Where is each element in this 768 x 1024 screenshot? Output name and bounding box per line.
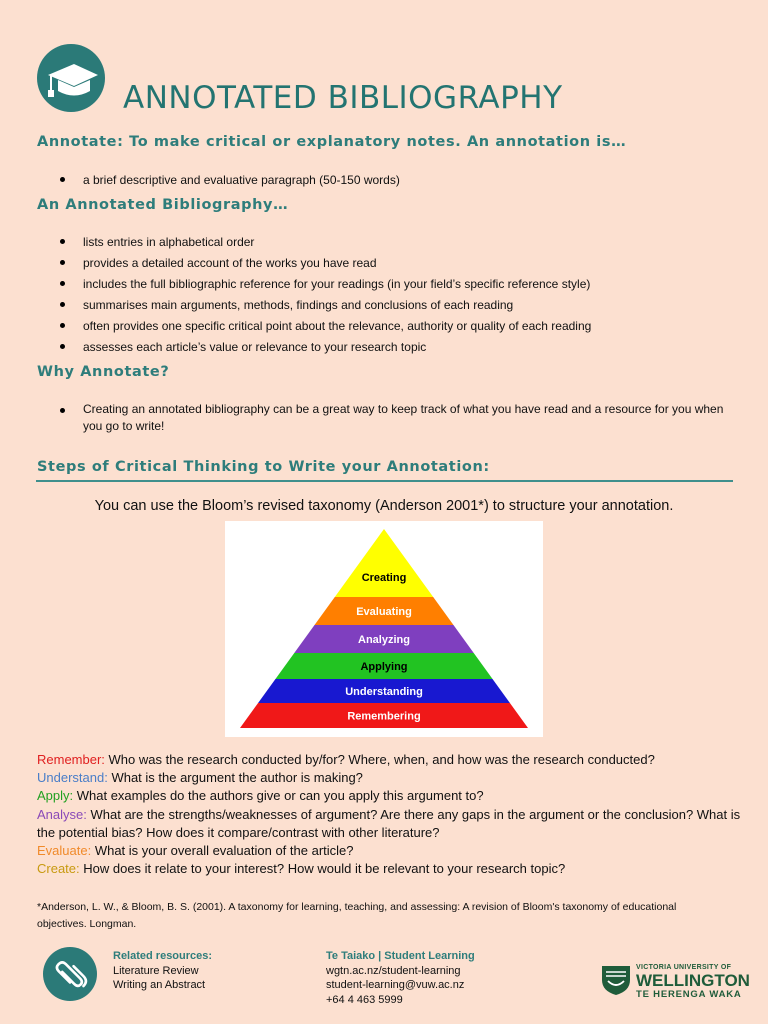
question-text: What are the strengths/weaknesses of argument? Are there any gaps in the argument or the conclusion? What is the potential bias? How does it compare/contrast with other literature? bbox=[37, 806, 741, 840]
taxonomy-intro: You can use the Bloom’s revised taxonomy (Anderson 2001*) to structure your annotation. bbox=[94, 498, 674, 514]
bloom-pyramid bbox=[225, 521, 543, 737]
related-link-literature-review[interactable]: Literature Review bbox=[113, 964, 199, 977]
bibliography-list bbox=[60, 232, 591, 358]
question-label: Understand: bbox=[37, 770, 108, 786]
list-item: Creating an annotated bibliography can be a great way to keep track of what you have read and a resource for you when you go to write! bbox=[60, 401, 740, 435]
list-item: a brief descriptive and evaluative paragraph (50-150 words) bbox=[60, 170, 400, 191]
footnote: *Anderson, L. W., & Bloom, B. S. (2001). A taxonomy for learning, teaching, and assessing: A revision of Bloom's taxonomy of educational objectives. Longman. bbox=[37, 901, 677, 930]
question-analyse bbox=[37, 806, 747, 842]
question-apply bbox=[37, 787, 747, 805]
list-item: lists entries in alphabetical order bbox=[60, 232, 591, 253]
related-heading: Related resources: bbox=[113, 950, 213, 962]
contact-heading: Te Taiako | Student Learning bbox=[326, 950, 475, 962]
list-item: often provides one specific critical point about the relevance, authority or quality of each reading bbox=[60, 316, 591, 337]
pyramid-label-evaluating: Evaluating bbox=[356, 606, 412, 618]
question-label: Apply: bbox=[37, 788, 74, 804]
university-crest-icon bbox=[600, 964, 632, 996]
graduation-cap-icon bbox=[37, 44, 105, 112]
why-list bbox=[60, 401, 740, 435]
contact-phone: +64 4 463 5999 bbox=[326, 993, 403, 1006]
university-line3: TE HERENGA WAKA bbox=[636, 989, 742, 1000]
pyramid-label-applying: Applying bbox=[360, 661, 408, 673]
annotate-heading: Annotate: To make critical or explanatory notes. An annotation is… bbox=[37, 134, 627, 150]
why-heading: Why Annotate? bbox=[37, 364, 170, 380]
question-label: Create: bbox=[37, 861, 80, 877]
university-line1: VICTORIA UNIVERSITY OF bbox=[636, 964, 732, 971]
pyramid-label-creating: Creating bbox=[361, 572, 407, 584]
annotate-list bbox=[60, 170, 400, 191]
steps-heading: Steps of Critical Thinking to Write your Annotation: bbox=[37, 459, 490, 475]
paperclip-icon bbox=[43, 947, 97, 1001]
question-understand bbox=[37, 769, 747, 787]
related-link-writing-abstract[interactable]: Writing an Abstract bbox=[113, 979, 206, 992]
question-text: What examples do the authors give or can you apply this argument to? bbox=[73, 788, 484, 804]
question-label: Evaluate: bbox=[37, 843, 92, 859]
question-text: What is your overall evaluation of the article? bbox=[91, 843, 354, 859]
list-item: provides a detailed account of the works you have read bbox=[60, 253, 591, 274]
paperclip-logo bbox=[43, 947, 97, 1001]
bibliography-heading: An Annotated Bibliography… bbox=[37, 197, 289, 213]
bloom-pyramid-figure bbox=[225, 521, 543, 737]
question-remember bbox=[37, 751, 747, 769]
question-list bbox=[37, 751, 747, 878]
pyramid-label-remembering: Remembering bbox=[347, 710, 421, 723]
list-item: includes the full bibliographic reference for your readings (in your field’s specific reference style) bbox=[60, 274, 591, 295]
question-text: How does it relate to your interest? How would it be relevant to your research topic? bbox=[79, 861, 566, 877]
graduation-cap-logo bbox=[37, 44, 105, 112]
page-title: ANNOTATED BIBLIOGRAPHY bbox=[123, 80, 563, 116]
list-item: assesses each article’s value or relevance to your research topic bbox=[60, 337, 591, 358]
list-item: summarises main arguments, methods, findings and conclusions of each reading bbox=[60, 295, 591, 316]
university-line2: WELLINGTON bbox=[636, 971, 750, 990]
question-label: Remember: bbox=[37, 752, 105, 767]
question-create bbox=[37, 860, 747, 878]
pyramid-level-creating bbox=[335, 529, 433, 597]
contact-email-link[interactable]: student-learning@vuw.ac.nz bbox=[326, 979, 465, 992]
contact-info bbox=[326, 949, 475, 1007]
question-text: Who was the research conducted by/for? Where, when, and how was the research conducted? bbox=[104, 752, 655, 767]
related-resources bbox=[113, 949, 212, 993]
question-text: What is the argument the author is making? bbox=[107, 770, 363, 786]
pyramid-label-analyzing: Analyzing bbox=[358, 634, 410, 646]
pyramid-label-understanding: Understanding bbox=[345, 686, 423, 698]
question-evaluate bbox=[37, 842, 747, 860]
contact-website-link[interactable]: wgtn.ac.nz/student-learning bbox=[326, 964, 461, 977]
section-divider bbox=[36, 480, 733, 482]
question-label: Analyse: bbox=[37, 806, 87, 822]
